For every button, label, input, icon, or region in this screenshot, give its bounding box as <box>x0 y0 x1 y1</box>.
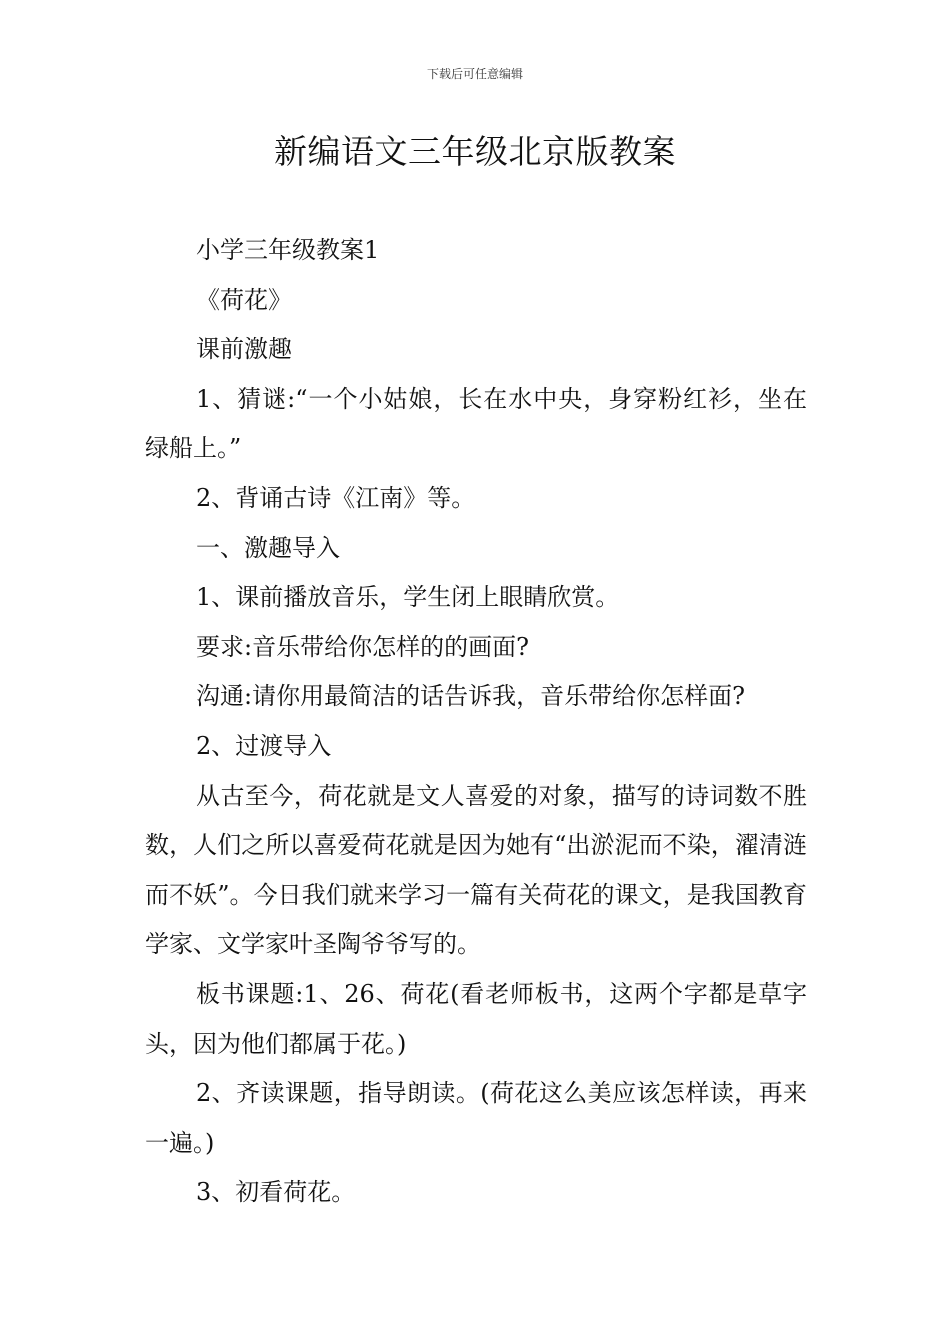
paragraph-section-heading: 2、过渡导入 <box>196 731 332 760</box>
header-note: 下载后可任意编辑 <box>426 67 523 81</box>
paragraph: 3、初看荷花。 <box>196 1178 356 1207</box>
paragraph: 2、背诵古诗《江南》等。 <box>196 483 476 512</box>
document-title: 新编语文三年级北京版教案 <box>274 132 676 171</box>
paragraph: 沟通:请你用最简洁的话告诉我，音乐带给你怎样面? <box>196 682 745 711</box>
paragraph: 从古至今，荷花就是文人喜爱的对象，描写的诗词数不胜数，人们之所以喜爱荷花就是因为她有“出淤泥而不染，濯清涟而不妖”。今日我们就来学习一篇有关荷花的课文，是我国教育学家、文学家叶圣陶爷爷写的。 <box>145 781 807 959</box>
paragraph: 2、齐读课题，指导朗读。(荷花这么美应该怎样读，再来一遍。) <box>145 1079 807 1157</box>
paragraph: 要求:音乐带给你怎样的的画面? <box>196 632 529 661</box>
paragraph-section-heading: 课前激趣 <box>196 335 292 364</box>
document-body <box>145 226 807 1218</box>
paragraph-lesson-number: 小学三年级教案1 <box>196 236 380 264</box>
paragraph-section-heading: 一、激趣导入 <box>196 533 340 562</box>
paragraph-lesson-title: 《荷花》 <box>196 285 292 314</box>
paragraph: 板书课题:1、26、荷花(看老师板书，这两个字都是草字头，因为他们都属于花。) <box>145 979 807 1058</box>
paragraph: 1、课前播放音乐，学生闭上眼睛欣赏。 <box>196 583 620 612</box>
paragraph: 1、猜谜:“一个小姑娘，长在水中央，身穿粉红衫，坐在绿船上。” <box>145 384 807 463</box>
